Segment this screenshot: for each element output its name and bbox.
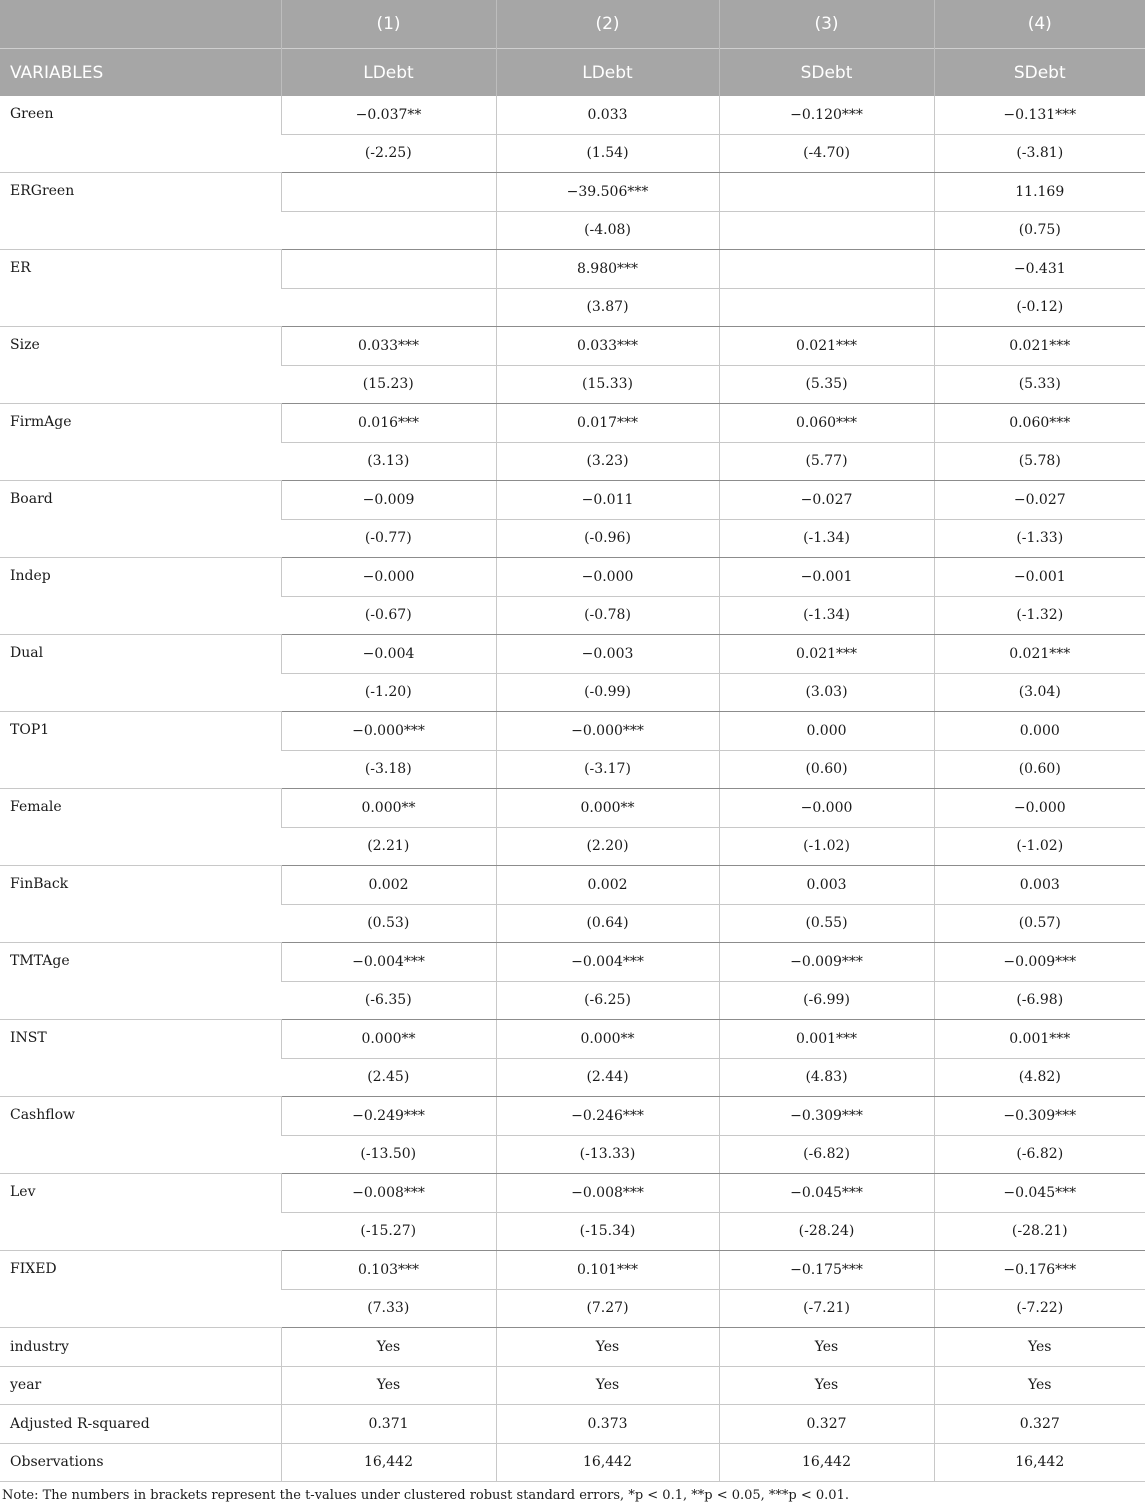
t-value-cell: (3.23) bbox=[496, 442, 719, 481]
variable-name: Indep bbox=[0, 558, 281, 635]
variable-name: TMTAge bbox=[0, 943, 281, 1020]
value-cell: Yes bbox=[496, 1366, 719, 1405]
t-value-cell: (-7.21) bbox=[719, 1289, 934, 1328]
coefficient-cell: −0.431 bbox=[934, 250, 1145, 289]
variable-name: Size bbox=[0, 327, 281, 404]
t-value-cell: (3.87) bbox=[496, 288, 719, 327]
value-cell: Yes bbox=[281, 1328, 496, 1367]
t-value-cell bbox=[281, 288, 496, 327]
table-row bbox=[0, 1251, 1145, 1290]
t-value-cell: (-3.81) bbox=[934, 134, 1145, 173]
value-cell: 0.371 bbox=[281, 1405, 496, 1444]
coefficient-cell: −0.027 bbox=[934, 481, 1145, 520]
coefficient-cell: −0.176*** bbox=[934, 1251, 1145, 1290]
variable-name: Cashflow bbox=[0, 1097, 281, 1174]
t-value-cell: (-13.33) bbox=[496, 1135, 719, 1174]
coefficient-cell: −0.003 bbox=[496, 635, 719, 674]
coefficient-cell: −0.004*** bbox=[496, 943, 719, 982]
coefficient-cell: −0.131*** bbox=[934, 96, 1145, 134]
t-value-cell: (-3.17) bbox=[496, 750, 719, 789]
table-row bbox=[0, 558, 1145, 597]
coefficient-cell: 0.002 bbox=[496, 866, 719, 905]
t-value-cell: (0.64) bbox=[496, 904, 719, 943]
variable-name: FirmAge bbox=[0, 404, 281, 481]
table-row bbox=[0, 1366, 1145, 1405]
coefficient-cell: 0.033*** bbox=[496, 327, 719, 366]
table-row bbox=[0, 250, 1145, 289]
value-cell: Yes bbox=[934, 1366, 1145, 1405]
table-row bbox=[0, 1174, 1145, 1213]
table-row bbox=[0, 96, 1145, 134]
t-value-cell: (-15.27) bbox=[281, 1212, 496, 1251]
coefficient-cell: −0.008*** bbox=[281, 1174, 496, 1213]
coefficient-cell: −0.001 bbox=[934, 558, 1145, 597]
coefficient-cell bbox=[281, 250, 496, 289]
header-depvar: SDebt bbox=[934, 49, 1145, 97]
coefficient-cell: 0.003 bbox=[719, 866, 934, 905]
table-note: Note: The numbers in brackets represent the t-values under clustered robust standard errors, *p < 0.1, **p < 0.05, ***p < 0.01. bbox=[2, 1488, 849, 1503]
t-value-cell: (15.33) bbox=[496, 365, 719, 404]
t-value-cell: (-1.32) bbox=[934, 596, 1145, 635]
t-value-cell: (-13.50) bbox=[281, 1135, 496, 1174]
variable-name: Observations bbox=[0, 1443, 281, 1482]
table-row bbox=[0, 404, 1145, 443]
t-value-cell: (3.04) bbox=[934, 673, 1145, 712]
coefficient-cell: −0.037** bbox=[281, 96, 496, 134]
variable-name: FIXED bbox=[0, 1251, 281, 1328]
header-col-number: (4) bbox=[934, 0, 1145, 49]
t-value-cell: (-0.78) bbox=[496, 596, 719, 635]
t-value-cell: (2.21) bbox=[281, 827, 496, 866]
header-row-numbers bbox=[0, 0, 1145, 49]
t-value-cell: (15.23) bbox=[281, 365, 496, 404]
t-value-cell: (-1.02) bbox=[934, 827, 1145, 866]
coefficient-cell: −0.000 bbox=[719, 789, 934, 828]
value-cell: Yes bbox=[281, 1366, 496, 1405]
coefficient-cell: 0.101*** bbox=[496, 1251, 719, 1290]
t-value-cell: (0.57) bbox=[934, 904, 1145, 943]
t-value-cell: (-0.99) bbox=[496, 673, 719, 712]
value-cell: 16,442 bbox=[496, 1443, 719, 1482]
table-row bbox=[0, 712, 1145, 751]
coefficient-cell: 0.000** bbox=[496, 789, 719, 828]
variable-name: FinBack bbox=[0, 866, 281, 943]
coefficient-cell: 0.000 bbox=[934, 712, 1145, 751]
coefficient-cell: 0.021*** bbox=[934, 635, 1145, 674]
coefficient-cell: 0.017*** bbox=[496, 404, 719, 443]
coefficient-cell: 0.000** bbox=[281, 1020, 496, 1059]
table-row bbox=[0, 1097, 1145, 1136]
coefficient-cell: 11.169 bbox=[934, 173, 1145, 212]
table-row bbox=[0, 789, 1145, 828]
variable-name: Dual bbox=[0, 635, 281, 712]
coefficient-cell: −0.000 bbox=[934, 789, 1145, 828]
coefficient-cell: −0.027 bbox=[719, 481, 934, 520]
coefficient-cell: −0.004*** bbox=[281, 943, 496, 982]
t-value-cell: (-4.08) bbox=[496, 211, 719, 250]
t-value-cell: (4.83) bbox=[719, 1058, 934, 1097]
coefficient-cell: −0.000 bbox=[496, 558, 719, 597]
coefficient-cell: −0.000*** bbox=[496, 712, 719, 751]
t-value-cell: (2.45) bbox=[281, 1058, 496, 1097]
t-value-cell: (0.60) bbox=[719, 750, 934, 789]
header-row-depvars bbox=[0, 49, 1145, 97]
header-col-number: (2) bbox=[496, 0, 719, 49]
coefficient-cell: 0.021*** bbox=[934, 327, 1145, 366]
coefficient-cell: 0.033*** bbox=[281, 327, 496, 366]
variable-name: INST bbox=[0, 1020, 281, 1097]
t-value-cell: (2.20) bbox=[496, 827, 719, 866]
t-value-cell: (-0.96) bbox=[496, 519, 719, 558]
header-corner bbox=[0, 0, 281, 49]
t-value-cell: (5.33) bbox=[934, 365, 1145, 404]
t-value-cell: (5.78) bbox=[934, 442, 1145, 481]
value-cell: 16,442 bbox=[934, 1443, 1145, 1482]
coefficient-cell: −0.009 bbox=[281, 481, 496, 520]
table-row bbox=[0, 481, 1145, 520]
t-value-cell: (-6.82) bbox=[934, 1135, 1145, 1174]
t-value-cell bbox=[281, 211, 496, 250]
coefficient-cell: 0.021*** bbox=[719, 327, 934, 366]
coefficient-cell: −0.000*** bbox=[281, 712, 496, 751]
coefficient-cell: −0.045*** bbox=[719, 1174, 934, 1213]
t-value-cell: (1.54) bbox=[496, 134, 719, 173]
coefficient-cell: −0.120*** bbox=[719, 96, 934, 134]
coefficient-cell: 0.016*** bbox=[281, 404, 496, 443]
coefficient-cell: 0.060*** bbox=[934, 404, 1145, 443]
t-value-cell: (0.53) bbox=[281, 904, 496, 943]
t-value-cell: (-28.24) bbox=[719, 1212, 934, 1251]
variable-name: Female bbox=[0, 789, 281, 866]
variable-name: Board bbox=[0, 481, 281, 558]
table-row bbox=[0, 173, 1145, 212]
coefficient-cell bbox=[719, 173, 934, 212]
value-cell: 0.327 bbox=[934, 1405, 1145, 1444]
coefficient-cell: −0.309*** bbox=[719, 1097, 934, 1136]
coefficient-cell: −0.175*** bbox=[719, 1251, 934, 1290]
variable-name: ERGreen bbox=[0, 173, 281, 250]
coefficient-cell: 0.001*** bbox=[719, 1020, 934, 1059]
coefficient-cell: −0.008*** bbox=[496, 1174, 719, 1213]
coefficient-cell: 0.033 bbox=[496, 96, 719, 134]
t-value-cell: (7.33) bbox=[281, 1289, 496, 1328]
t-value-cell: (0.75) bbox=[934, 211, 1145, 250]
t-value-cell: (-6.25) bbox=[496, 981, 719, 1020]
value-cell: 0.327 bbox=[719, 1405, 934, 1444]
t-value-cell: (5.35) bbox=[719, 365, 934, 404]
value-cell: Yes bbox=[719, 1328, 934, 1367]
header-col-number: (3) bbox=[719, 0, 934, 49]
coefficient-cell: 0.000** bbox=[281, 789, 496, 828]
coefficient-cell: −0.000 bbox=[281, 558, 496, 597]
coefficient-cell: −0.004 bbox=[281, 635, 496, 674]
value-cell: Yes bbox=[719, 1366, 934, 1405]
table-row bbox=[0, 1443, 1145, 1482]
coefficient-cell: −0.011 bbox=[496, 481, 719, 520]
t-value-cell: (5.77) bbox=[719, 442, 934, 481]
coefficient-cell: 0.021*** bbox=[719, 635, 934, 674]
table-row bbox=[0, 635, 1145, 674]
coefficient-cell: −0.009*** bbox=[719, 943, 934, 982]
t-value-cell: (-0.12) bbox=[934, 288, 1145, 327]
header-depvar: SDebt bbox=[719, 49, 934, 97]
t-value-cell: (4.82) bbox=[934, 1058, 1145, 1097]
t-value-cell: (-2.25) bbox=[281, 134, 496, 173]
t-value-cell: (-0.77) bbox=[281, 519, 496, 558]
variable-name: TOP1 bbox=[0, 712, 281, 789]
coefficient-cell: 0.000** bbox=[496, 1020, 719, 1059]
table-row bbox=[0, 327, 1145, 366]
coefficient-cell: −0.045*** bbox=[934, 1174, 1145, 1213]
variable-name: year bbox=[0, 1366, 281, 1405]
coefficient-cell: 0.103*** bbox=[281, 1251, 496, 1290]
t-value-cell: (-1.02) bbox=[719, 827, 934, 866]
t-value-cell: (-6.35) bbox=[281, 981, 496, 1020]
t-value-cell: (-1.33) bbox=[934, 519, 1145, 558]
coefficient-cell: 0.003 bbox=[934, 866, 1145, 905]
coefficient-cell bbox=[281, 173, 496, 212]
variable-name: industry bbox=[0, 1328, 281, 1367]
value-cell: 0.373 bbox=[496, 1405, 719, 1444]
t-value-cell: (-3.18) bbox=[281, 750, 496, 789]
variable-name: Adjusted R-squared bbox=[0, 1405, 281, 1444]
t-value-cell: (-1.34) bbox=[719, 519, 934, 558]
table-row bbox=[0, 943, 1145, 982]
header-col-number: (1) bbox=[281, 0, 496, 49]
coefficient-cell: −0.001 bbox=[719, 558, 934, 597]
t-value-cell: (-15.34) bbox=[496, 1212, 719, 1251]
table-row bbox=[0, 866, 1145, 905]
coefficient-cell: −39.506*** bbox=[496, 173, 719, 212]
coefficient-cell: −0.009*** bbox=[934, 943, 1145, 982]
coefficient-cell: 0.000 bbox=[719, 712, 934, 751]
value-cell: 16,442 bbox=[281, 1443, 496, 1482]
coefficient-cell: 0.001*** bbox=[934, 1020, 1145, 1059]
t-value-cell: (-6.99) bbox=[719, 981, 934, 1020]
t-value-cell: (-6.98) bbox=[934, 981, 1145, 1020]
table-body bbox=[0, 96, 1145, 1482]
table-row bbox=[0, 1328, 1145, 1367]
value-cell: Yes bbox=[496, 1328, 719, 1367]
coefficient-cell: −0.309*** bbox=[934, 1097, 1145, 1136]
coefficient-cell: −0.246*** bbox=[496, 1097, 719, 1136]
t-value-cell bbox=[719, 211, 934, 250]
t-value-cell: (3.13) bbox=[281, 442, 496, 481]
coefficient-cell: −0.249*** bbox=[281, 1097, 496, 1136]
variable-name: ER bbox=[0, 250, 281, 327]
value-cell: Yes bbox=[934, 1328, 1145, 1367]
t-value-cell: (-7.22) bbox=[934, 1289, 1145, 1328]
coefficient-cell: 0.002 bbox=[281, 866, 496, 905]
table-row bbox=[0, 1020, 1145, 1059]
coefficient-cell: 8.980*** bbox=[496, 250, 719, 289]
t-value-cell: (0.55) bbox=[719, 904, 934, 943]
t-value-cell: (-4.70) bbox=[719, 134, 934, 173]
t-value-cell: (-28.21) bbox=[934, 1212, 1145, 1251]
t-value-cell: (-1.20) bbox=[281, 673, 496, 712]
coefficient-cell: 0.060*** bbox=[719, 404, 934, 443]
t-value-cell: (-0.67) bbox=[281, 596, 496, 635]
header-depvar: LDebt bbox=[281, 49, 496, 97]
coefficient-cell bbox=[719, 250, 934, 289]
t-value-cell: (7.27) bbox=[496, 1289, 719, 1328]
table-row bbox=[0, 1405, 1145, 1444]
t-value-cell bbox=[719, 288, 934, 327]
t-value-cell: (2.44) bbox=[496, 1058, 719, 1097]
header-depvar: LDebt bbox=[496, 49, 719, 97]
value-cell: 16,442 bbox=[719, 1443, 934, 1482]
t-value-cell: (0.60) bbox=[934, 750, 1145, 789]
variable-name: Green bbox=[0, 96, 281, 173]
variable-name: Lev bbox=[0, 1174, 281, 1251]
t-value-cell: (3.03) bbox=[719, 673, 934, 712]
variables-header: VARIABLES bbox=[0, 49, 281, 97]
t-value-cell: (-1.34) bbox=[719, 596, 934, 635]
t-value-cell: (-6.82) bbox=[719, 1135, 934, 1174]
